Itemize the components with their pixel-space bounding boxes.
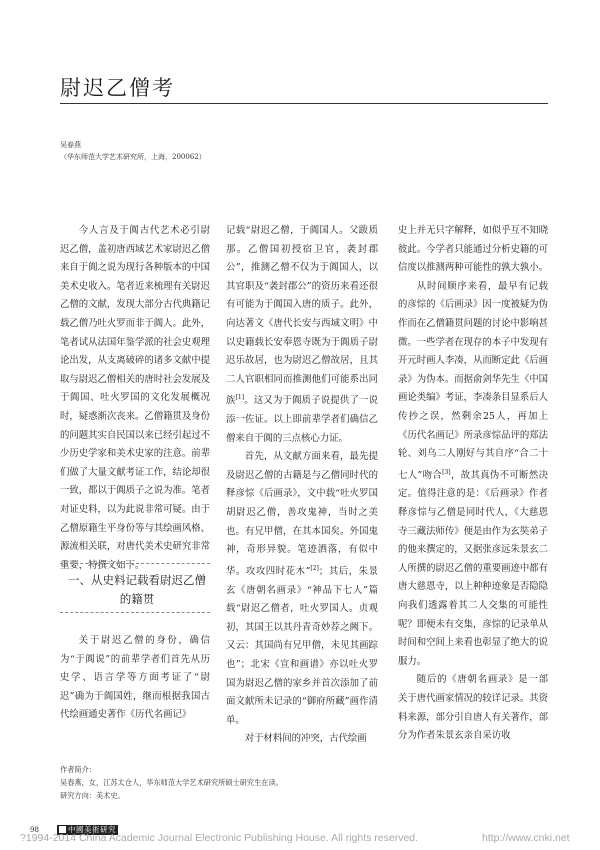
article-title: 尉迟乙僧考 <box>60 76 175 100</box>
title-rule <box>60 103 548 104</box>
section1-paragraph: 关于尉迟乙僧的身份，确信为“于阗说”的前辈学者们首先从历史学、语言学等方面考证了“尉迟”确为于阗国姓，继而根据我国古代绘画通史著作《历代名画记》 <box>60 635 210 721</box>
column2-paragraph-3: 对于材料间的冲突，古代绘画 <box>244 733 367 745</box>
section-divider-top <box>60 563 210 564</box>
column3-paragraph-3: 随后的《唐朝名画录》是一部关于唐代画家情况的较详记录。其资料来源，部分引自唐人有关著作，部分为作者朱景玄亲自采访收 <box>398 674 549 742</box>
body-column-1-continued <box>60 632 210 725</box>
body-column-1 <box>60 222 210 575</box>
notes-heading: 作者简介： <box>60 765 96 774</box>
footnote-ref-1[interactable]: [1] <box>235 394 245 402</box>
author-notes <box>60 763 548 802</box>
body-column-2 <box>226 222 378 749</box>
journal-logo-text: 中國美術研究 <box>68 825 116 834</box>
section-divider-bottom <box>60 612 210 613</box>
footnote-ref-3[interactable]: [3] <box>442 468 451 476</box>
page-number: 98 <box>30 826 39 834</box>
section-title: 一、从史料记载看尉迟乙僧的籍贯 <box>68 573 206 606</box>
column2-paragraph-2 <box>226 448 378 730</box>
paragraph-text: 首先，从文献方面来看，最先提及尉迟乙僧的古籍是与乙僧同时代的释彦悰《后画录》，文中载“吐火罗国胡尉迟乙僧，善攻鬼神，当时之美也。有兄甲僧，在其本国矣。外国鬼神，奇形异貌。笔迹洒落，有似中华。攻攻四时花木” <box>226 451 378 577</box>
column2-paragraph-1 <box>226 222 378 448</box>
copyright-notice: ?1994-2014 China Academic Journal Electronic Publishing House. All rights reserved. <box>20 832 419 844</box>
author-affiliation: （华东师范大学艺术研究所，上海，200062） <box>60 153 206 161</box>
section-heading <box>60 563 210 613</box>
notes-line-1: 吴春燕，女，江苏太仓人，华东师范大学艺术研究所硕士研究生在读。 <box>60 778 283 787</box>
column3-paragraph-1: 史上并无只字解释，如似乎互不知晓彼此。今学者只能通过分析史籍的可信度以推测两种可能性的孰大孰小。 <box>398 225 549 274</box>
paragraph-text: ；其后，朱景玄《唐朝名画录》“神品下七人”篇载“尉迟乙僧者，吐火罗国人。贞观初，其国王以其丹青奇妙荐之阙下。又云：其国尚有兄甲僧，未见其画踪也”；北宋《宣和画谱》亦以吐火罗国为尉迟乙僧的家乡并首次添加了前面文献所未记录的“御府所藏”画作清单。 <box>226 565 378 726</box>
paragraph-text: 记载“尉迟乙僧，于阗国人。父跋质那。乙僧国初授宿卫官，袭封郡公”，推测乙僧不仅为于阗国人，以其官职及“袭封郡公”的资历来看还很有可能为于阗国入唐的质子。此外，向达著文《唐代长安与西域文明》中以史籍载长安奉恩寺既为于阗质子尉迟乐故居，也为尉迟乙僧故居，且其二人官职相同而推测他们可能系出同族 <box>226 225 378 407</box>
intro-paragraph: 今人言及于阗古代艺术必引尉迟乙僧，盖初唐西域艺术家尉迟乙僧来自于阗之说为现行各种版本的中国美术史收入。笔者近来梳理有关尉迟乙僧的文献，发现大部分古代典籍记载乙僧乃吐火罗而非于阗人。此外，笔者试从法国年鉴学派的社会史观理论出发，从支离破碎的诸多文献中提取与尉迟乙僧相关的唐时社会发展及于阗国、吐火罗国的文化发展概况时，疑惑渐次丧来。乙僧籍贯及身份的问题其实自民国以来已经引起过不少历史学家和美术史家的注意。前辈们做了大量文献考证工作，结论却很一致，都以于阗质子之说为准。笔者对证史料，以为此说非常可疑。由于乙僧原籍生平身份等与其绘画风格、源流相关联，对唐代美术史研究非常重要，特撰文如下。 <box>60 225 211 571</box>
paragraph-text: 从时间顺序来看，最早有记载的彦悰的《后画录》因一度被疑为伪作而在乙僧籍贯问题的讨论中影响甚微。一些学者在现存的本子中发现有开元时画人李凑，从而断定此《后画录》为伪本。而据俞剑华先生《中国画论类编》考证，李凑条目显系后人传抄之误，然剩余25人，再加上《历代名画记》所录彦悰品评的郑法轮、刘乌二人刚好与其自序“合二十七人”吻合 <box>398 280 549 481</box>
footnote-ref-2[interactable]: [2] <box>310 564 319 572</box>
notes-line-2: 研究方向：美术史。 <box>60 791 125 800</box>
column3-paragraph-2 <box>398 278 548 672</box>
paragraph-text: ，故其真伪不可断然决定。值得注意的是：《后画录》作者释彦悰与乙僧是同时代人，《大慈恩寺三藏法师传》便是由作为玄奘弟子的他来撰定的，又据张彦远朱景玄二人所撰的尉迟乙僧的重要画迹中都有唐大慈恩寺，以上种种迹象是否隐隐向我们透露着其二人交集的可能性呢？即便未有交集，彦悰的记录单从时间和空间上来看也彰显了绝大的说服力。 <box>398 469 549 667</box>
paragraph-text: 。这又为于阗质子说提供了一说添一佐证。以上即前辈学者们确信乙僧来自于阗的三点核心力证。 <box>226 395 378 444</box>
body-column-3 <box>398 222 548 746</box>
cnki-link[interactable]: http://www.cnki.net <box>482 832 570 844</box>
author-name: 吴春燕 <box>60 141 81 149</box>
